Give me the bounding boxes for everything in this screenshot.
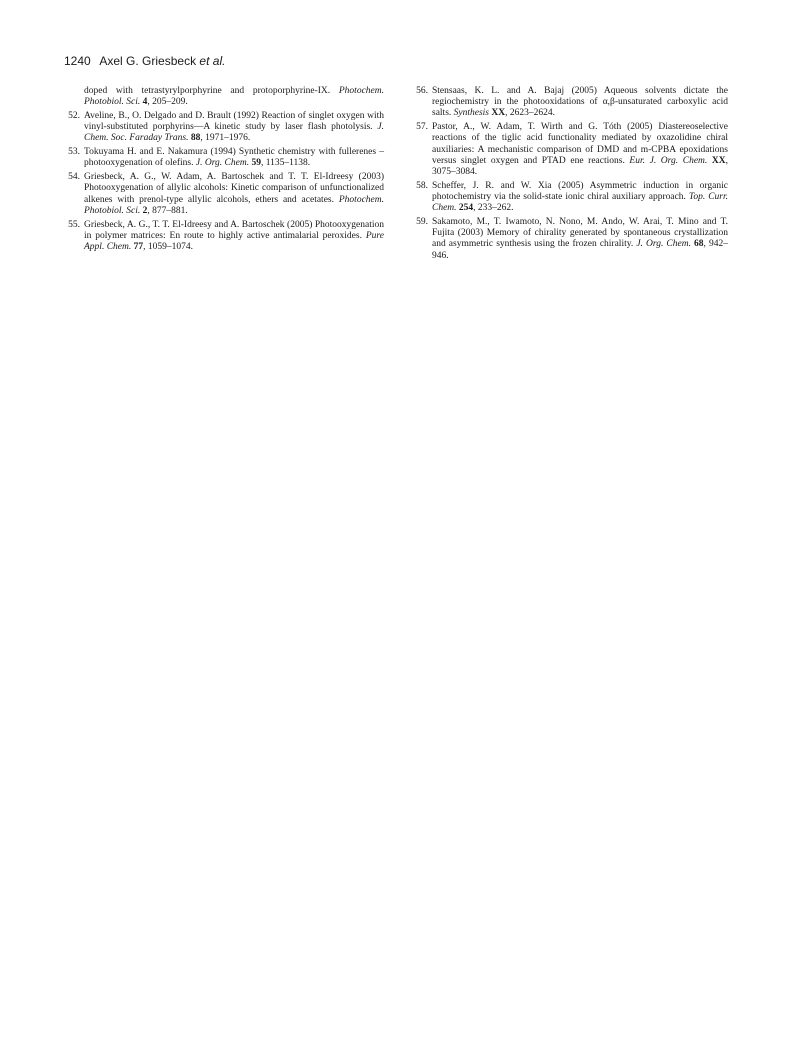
reference-text: , 1971–1976. bbox=[200, 133, 251, 144]
reference-entry bbox=[412, 181, 728, 215]
volume-number: 88 bbox=[190, 133, 201, 144]
references-right-column bbox=[412, 86, 728, 264]
journal-title: Photochem. Photobiol. Sci. bbox=[84, 194, 384, 216]
reference-entry bbox=[64, 86, 384, 108]
reference-number: 52. bbox=[68, 111, 80, 121]
reference-entry bbox=[64, 220, 384, 254]
reference-number: 59. bbox=[416, 217, 428, 228]
reference-text: Griesbeck, A. G., T. T. El-Idreesy and A. Bartoschek (2005) Photooxygenation in polymer matrices: En route to highly active antimalarial peroxides. bbox=[84, 219, 384, 241]
reference-number: 53. bbox=[68, 147, 80, 158]
volume-number: 59 bbox=[251, 158, 261, 169]
volume-number: 68 bbox=[694, 239, 704, 250]
journal-title: J. Org. Chem. bbox=[636, 239, 691, 250]
reference-text: , 1135–1138. bbox=[260, 158, 311, 169]
running-head-et-al: et al. bbox=[199, 54, 226, 68]
references-left-column bbox=[64, 86, 384, 256]
volume-number: 4 bbox=[142, 97, 148, 108]
reference-text: , 233–262. bbox=[473, 203, 514, 214]
reference-number: 54. bbox=[68, 172, 80, 183]
page-number: 1240 bbox=[64, 54, 91, 68]
reference-number: 55. bbox=[68, 219, 80, 230]
reference-text: Pastor, A., W. Adam, T. Wirth and G. Tóth (2005) Diastereoselective reactions of the tiglic acid functionality mediated by oxazolidine chiral auxiliaries: A mechanistic comparison of DMD and m-CPBA epoxidations versus singlet oxygen and PTAD ene reactions. bbox=[432, 122, 728, 166]
volume-number: 254 bbox=[458, 203, 474, 214]
reference-text: , 877–881. bbox=[147, 205, 188, 216]
reference-entry bbox=[412, 86, 728, 120]
volume-number: XX bbox=[491, 108, 506, 119]
journal-title: Eur. J. Org. Chem. bbox=[629, 155, 708, 166]
reference-text: , 3075–3084. bbox=[432, 155, 728, 178]
reference-text: Tokuyama H. and E. Nakamura (1994) Synthetic chemistry with fullerenes – photooxygenation of olefins. bbox=[84, 147, 384, 169]
reference-entry bbox=[64, 172, 384, 217]
reference-text: , 1059–1074. bbox=[143, 242, 193, 253]
running-head bbox=[64, 54, 225, 68]
reference-text: Aveline, B., O. Delgado and D. Brault (1992) Reaction of singlet oxygen with vinyl-substituted porphyrins—A kinetic study by laser flash photolysis. bbox=[84, 111, 384, 133]
reference-text: , 2623–2624. bbox=[505, 108, 555, 119]
journal-title: Top. Curr. Chem. bbox=[432, 192, 729, 214]
reference-text: doped with tetrastyrylporphyrine and protoporphyrine-IX. bbox=[84, 86, 339, 96]
journal-title: Pure Appl. Chem. bbox=[84, 230, 384, 253]
journal-title: Synthesis bbox=[453, 108, 489, 119]
volume-number: XX bbox=[711, 155, 726, 166]
reference-number: 57. bbox=[416, 122, 428, 133]
journal-title: J. Org. Chem. bbox=[195, 158, 250, 169]
journal-title: Photochem. Photobiol. Sci. bbox=[84, 86, 384, 108]
reference-text: , 942–946. bbox=[432, 239, 729, 261]
journal-title: J. Chem. Soc. Faraday Trans. bbox=[84, 122, 384, 144]
reference-number: 56. bbox=[416, 86, 428, 96]
reference-entry bbox=[412, 122, 728, 178]
volume-number: 77 bbox=[133, 242, 144, 253]
reference-text: , 205–209. bbox=[147, 97, 188, 108]
reference-number: 58. bbox=[416, 180, 428, 191]
reference-entry bbox=[412, 217, 728, 262]
running-head-authors: Axel G. Griesbeck bbox=[99, 54, 197, 68]
reference-text: Griesbeck, A. G., W. Adam, A. Bartoschek and T. T. El-Idreesy (2003) Photooxygenation of allylic alcohols: Kinetic comparison of unfunctionalized alkenes with prenol-type allylic alcohols, ethers and acetates. bbox=[84, 172, 384, 205]
reference-text: Scheffer, J. R. and W. Xia (2005) Asymmetric induction in organic photochemistry via the solid-state ionic chiral auxiliary approach. bbox=[432, 180, 728, 203]
reference-text: Sakamoto, M., T. Iwamoto, N. Nono, M. Ando, W. Arai, T. Mino and T. Fujita (2003) Memory of chirality generated by spontaneous crystallization and asymmetric synthesis using the frozen chirality. bbox=[432, 217, 728, 250]
reference-entry bbox=[64, 147, 384, 169]
volume-number: 2 bbox=[142, 205, 148, 216]
reference-text: Stensaas, K. L. and A. Bajaj (2005) Aqueous solvents dictate the regiochemistry in the photooxidations of α,β-unsaturated carboxylic acid salts. bbox=[432, 86, 728, 119]
reference-entry bbox=[64, 111, 384, 145]
